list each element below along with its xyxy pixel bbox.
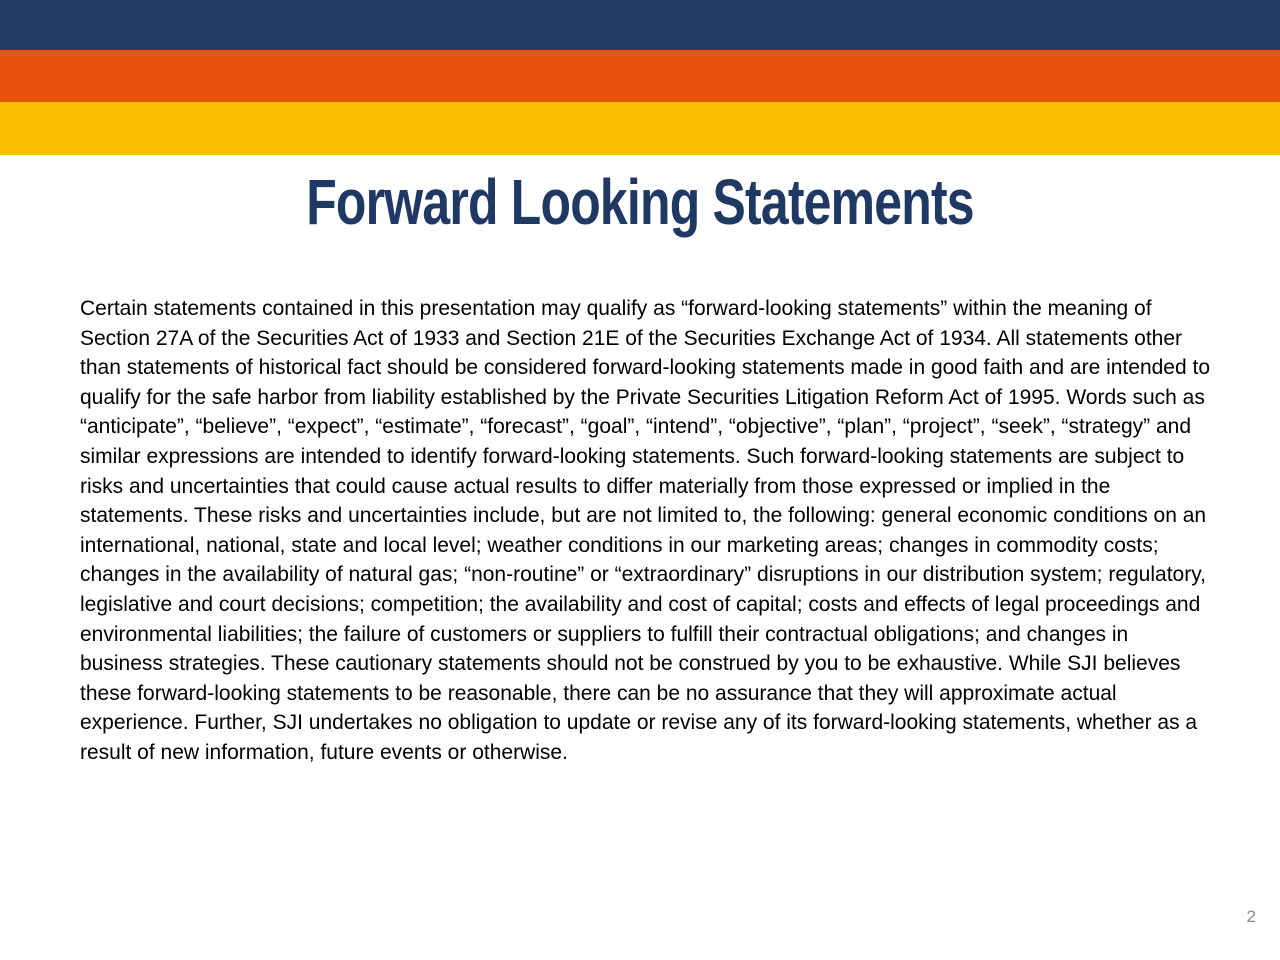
page-number: 2 (1246, 907, 1256, 926)
disclaimer-paragraph: Certain statements contained in this presentation may qualify as “forward-looking statements” within the meaning of Section 27A of the Securities Act of 1933 and Section 21E of the Securities Exchange Act of 1934. All statements other than statements of historical fact should be considered forward-looking statements made in good faith and are intended to qualify for the safe harbor from liability established by the Private Securities Litigation Reform Act of 1995. Words such as “anticipate”, “believe”, “expect”, “estimate”, “forecast”, “goal”, “intend”, “objective”, “plan”, “project”, “seek”, “strategy” and similar expressions are intended to identify forward-looking statements. Such forward-looking statements are subject to risks and uncertainties that could cause actual results to differ materially from those expressed or implied in the statements. These risks and uncertainties include, but are not limited to, the following: general economic conditions on an international, national, state and local level; weather conditions in our marketing areas; changes in commodity costs; changes in the availability of natural gas; “non-routine” or “extraordinary” disruptions in our distribution system; regulatory, legislative and court decisions; competition; the availability and cost of capital; costs and effects of legal proceedings and environmental liabilities; the failure of customers or suppliers to fulfill their contractual obligations; and changes in business strategies. These cautionary statements should not be construed by you to be exhaustive. While SJI believes these forward-looking statements to be reasonable, there can be no assurance that they will approximate actual experience. Further, SJI undertakes no obligation to update or revise any of its forward-looking statements, whether as a result of new information, future events or otherwise. (80, 297, 1211, 764)
header-band-gold (0, 102, 1280, 155)
header-band-navy (0, 0, 1280, 50)
slide-title: Forward Looking Statements (306, 166, 974, 238)
header-band-orange (0, 50, 1280, 102)
